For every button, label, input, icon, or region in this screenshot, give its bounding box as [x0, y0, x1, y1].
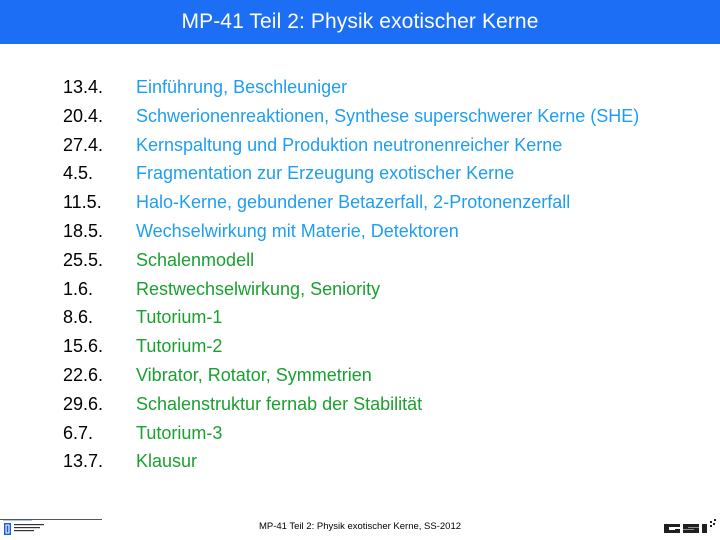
lecture-date: 22.6.: [63, 364, 104, 385]
lecture-topic: Halo-Kerne, gebundener Betazerfall, 2-Protonenzerfall: [136, 192, 571, 213]
schedule-row: [0, 390, 720, 419]
schedule-row: [0, 73, 720, 102]
schedule-row: [0, 217, 720, 246]
lecture-topic: Restwechselwirkung, Seniority: [136, 278, 381, 299]
lecture-topic: Kernspaltung und Produktion neutronenreicher Kerne: [136, 134, 563, 155]
lecture-topic: Tutorium-1: [136, 307, 223, 328]
lecture-date: 20.4.: [63, 105, 104, 126]
lecture-schedule: [0, 73, 720, 476]
schedule-row: [0, 447, 720, 476]
lecture-date: 6.7.: [63, 422, 94, 443]
lecture-topic: Schwerionenreaktionen, Synthese superschwerer Kerne (SHE): [136, 105, 640, 126]
lecture-date: 27.4.: [63, 134, 104, 155]
lecture-date: 4.5.: [63, 163, 94, 184]
gsi-logo-icon: [664, 519, 718, 537]
footer-divider: [0, 519, 102, 520]
schedule-row: [0, 188, 720, 217]
page-title: MP-41 Teil 2: Physik exotischer Kerne: [181, 10, 539, 33]
lecture-topic: Tutorium-2: [136, 336, 223, 357]
lecture-date: 13.4.: [63, 77, 104, 97]
lecture-date: 25.5.: [63, 249, 104, 270]
lecture-date: 29.6.: [63, 393, 104, 414]
lecture-topic: Klausur: [136, 451, 198, 472]
lecture-date: 13.7.: [63, 451, 104, 472]
lecture-topic: Einführung, Beschleuniger: [136, 77, 348, 97]
lecture-topic: Schalenstruktur fernab der Stabilität: [136, 393, 423, 414]
lecture-date: 15.6.: [63, 336, 104, 357]
schedule-row: [0, 361, 720, 390]
schedule-row: [0, 246, 720, 275]
lecture-topic: Vibrator, Rotator, Symmetrien: [136, 364, 372, 385]
lecture-date: 11.5.: [63, 192, 102, 213]
lecture-topic: Wechselwirkung mit Materie, Detektoren: [136, 220, 459, 241]
schedule-row: [0, 275, 720, 304]
schedule-row: [0, 419, 720, 448]
lecture-topic: Tutorium-3: [136, 422, 223, 443]
lecture-date: 18.5.: [63, 220, 104, 241]
schedule-row: [0, 131, 720, 160]
schedule-row: [0, 102, 720, 131]
schedule-row: [0, 159, 720, 188]
lecture-topic: Fragmentation zur Erzeugung exotischer Kerne: [136, 163, 515, 184]
lecture-date: 8.6.: [63, 307, 94, 328]
schedule-row: [0, 303, 720, 332]
lecture-topic: Schalenmodell: [136, 249, 255, 270]
footer-caption: MP-41 Teil 2: Physik exotischer Kerne, SS-2012: [258, 521, 462, 532]
title-bar: [0, 0, 720, 44]
schedule-row: [0, 332, 720, 361]
lecture-date: 1.6.: [63, 278, 94, 299]
